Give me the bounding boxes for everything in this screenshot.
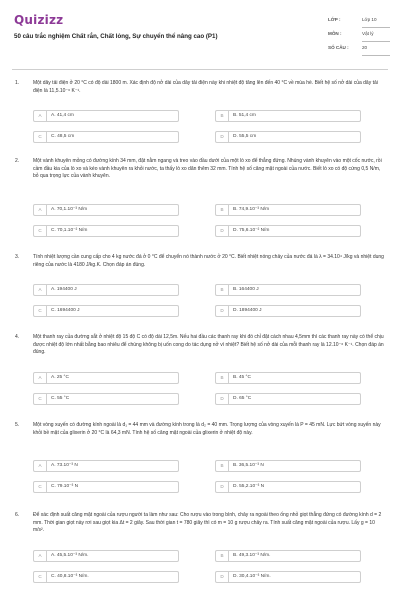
option-letter: C bbox=[34, 306, 47, 317]
option-letter: C bbox=[34, 572, 47, 583]
option-text: A. 70,1.10⁻³ N/m bbox=[51, 207, 88, 212]
option-letter: D bbox=[216, 132, 229, 143]
option-text: C. 1694400 J bbox=[51, 308, 80, 313]
worksheet-header bbox=[0, 0, 400, 66]
option-text: C. 40,8.10⁻³ N/m. bbox=[51, 574, 89, 579]
option-text: B. 49,3.10⁻³ N/m. bbox=[233, 553, 271, 558]
subject-label: MÔN : bbox=[328, 31, 342, 36]
option-letter: B bbox=[216, 205, 229, 216]
option-letter: A bbox=[34, 373, 47, 384]
option-text: B. 45 °C bbox=[233, 375, 251, 380]
class-value: Lớp 10 bbox=[362, 14, 390, 28]
option-text: D. 30,4.10⁻³ N/m. bbox=[233, 574, 271, 579]
subject-value: Vật lý bbox=[362, 28, 390, 42]
option-text: D. 75,6.10⁻² N/m bbox=[233, 228, 270, 233]
option-text: A. 41,4 cm bbox=[51, 113, 74, 118]
option-a[interactable] bbox=[33, 460, 179, 472]
option-letter: D bbox=[216, 572, 229, 583]
option-letter: C bbox=[34, 226, 47, 237]
question-text: Một vành khuyên mỏng có đường kính 34 mm, đặt nằm ngang và treo vào đầu dưới của một lò xo để thẳng đứng. Nhúng vành khuyên vào một cốc nước, rồi cầm đầu kia của lò xo và kéo vành khuyên ra khỏi nước, ta thấy lò xo dãn thêm 32 mm. Tính hệ số căng mặt ngoài của nước. Biết lò xo có độ cứng 0,5 N/m, bỏ qua trọng lực của vành khuyên. bbox=[33, 158, 382, 180]
option-letter: A bbox=[34, 205, 47, 216]
option-a[interactable] bbox=[33, 550, 179, 562]
option-text: A. 194400 J bbox=[51, 287, 77, 292]
question-text: Tính nhiệt lượng cần cung cấp cho 4 kg nước đá ở 0 °C để chuyển nó thành nước ở 20 °C. Biết nhiệt nóng chảy của nước đá là λ = 34.10⁴ J/kg và nhiệt dung riêng của nước là 4180 J/kg.K. Chọn đáp án đúng. bbox=[33, 254, 384, 268]
question-number: 4. bbox=[15, 334, 20, 340]
option-letter: B bbox=[216, 285, 229, 296]
option-a[interactable] bbox=[33, 372, 179, 384]
option-b[interactable] bbox=[215, 460, 361, 472]
option-letter: A bbox=[34, 111, 47, 122]
option-letter: A bbox=[34, 461, 47, 472]
option-letter: A bbox=[34, 285, 47, 296]
option-text: B. 36,5.10⁻³ N bbox=[233, 463, 264, 468]
option-text: B. 51,4 cm bbox=[233, 113, 256, 118]
option-text: C. 55 °C bbox=[51, 396, 70, 401]
option-text: A. 25 °C bbox=[51, 375, 69, 380]
option-c[interactable] bbox=[33, 225, 179, 237]
option-text: C. 70,1.10⁻² N/m bbox=[51, 228, 88, 233]
option-c[interactable] bbox=[33, 131, 179, 143]
option-letter: C bbox=[34, 394, 47, 405]
option-text: A. 73.10⁻³ N bbox=[51, 463, 78, 468]
class-row bbox=[328, 14, 392, 28]
option-c[interactable] bbox=[33, 305, 179, 317]
option-letter: B bbox=[216, 551, 229, 562]
option-letter: C bbox=[34, 132, 47, 143]
option-letter: B bbox=[216, 461, 229, 472]
question-text: Một dây tải điện ở 20 °C có độ dài 1800 m. Xác định độ nở dài của dây tải điện này khi nhiệt độ tăng lên đến 40 °C về mùa hè. Biết hệ số nở dài của dây tải điện là 11,5.10⁻⁶ K⁻¹. bbox=[33, 80, 378, 94]
option-b[interactable] bbox=[215, 550, 361, 562]
subject-row bbox=[328, 28, 392, 42]
option-text: C. 79.10⁻³ N bbox=[51, 484, 79, 489]
question-text: Một vòng xuyến có đường kính ngoài là d₁ = 44 mm và đường kính trong là d₂ = 40 mm. Trọng lượng của vòng xuyến là P = 45 mN. Lực bứt vòng xuyến này khỏi bề mặt của glixerin ở 20 °C là 64,3 mN. Tính hệ số căng mặt ngoài của glixerin ở nhiệt độ này. bbox=[33, 422, 381, 436]
option-letter: D bbox=[216, 306, 229, 317]
option-text: D. 1894400 J bbox=[233, 308, 262, 313]
option-text: D. 55,5 cm bbox=[233, 134, 257, 139]
option-letter: D bbox=[216, 482, 229, 493]
question-text: Một thanh ray của đường sắt ở nhiệt độ 15 độ C có độ dài 12,5m. Nếu hai đầu các thanh ray khi đó chỉ đặt cách nhau 4,5mm thì các thanh ray này có thể chịu được nhiệt độ lớn nhất bằng bao nhiêu để chúng không bị uốn cong do tác dụng nở vì nhiệt? Biết hệ số nở dài của mỗi thanh ray là 12.10⁻⁶ K⁻¹. Chọn đáp án đúng. bbox=[33, 334, 384, 356]
class-label: LỚP : bbox=[328, 17, 341, 22]
question-number: 3. bbox=[15, 254, 20, 260]
worksheet-meta bbox=[328, 14, 392, 56]
option-d[interactable] bbox=[215, 131, 361, 143]
option-d[interactable] bbox=[215, 481, 361, 493]
option-d[interactable] bbox=[215, 393, 361, 405]
option-letter: A bbox=[34, 551, 47, 562]
option-c[interactable] bbox=[33, 481, 179, 493]
count-label: SỐ CÂU : bbox=[328, 45, 349, 50]
count-value: 20 bbox=[362, 42, 390, 56]
header-divider bbox=[12, 69, 388, 70]
option-c[interactable] bbox=[33, 571, 179, 583]
option-letter: B bbox=[216, 373, 229, 384]
option-b[interactable] bbox=[215, 204, 361, 216]
question-number: 6. bbox=[15, 512, 20, 518]
option-letter: D bbox=[216, 394, 229, 405]
option-text: B. 164400 J bbox=[233, 287, 259, 292]
option-a[interactable] bbox=[33, 204, 179, 216]
count-row bbox=[328, 42, 392, 56]
question-number: 5. bbox=[15, 422, 20, 428]
option-d[interactable] bbox=[215, 225, 361, 237]
question-number: 2. bbox=[15, 158, 20, 164]
option-a[interactable] bbox=[33, 284, 179, 296]
option-letter: C bbox=[34, 482, 47, 493]
option-letter: B bbox=[216, 111, 229, 122]
option-b[interactable] bbox=[215, 110, 361, 122]
option-c[interactable] bbox=[33, 393, 179, 405]
worksheet-title: 50 câu trắc nghiệm Chất rắn, Chất lỏng, Sự chuyển thể nâng cao (P1) bbox=[14, 33, 218, 40]
option-text: D. 65 °C bbox=[233, 396, 252, 401]
quizizz-logo: Quizizz bbox=[14, 13, 64, 27]
option-text: C. 48,5 cm bbox=[51, 134, 75, 139]
option-text: D. 55,2.10⁻³ N bbox=[233, 484, 265, 489]
option-d[interactable] bbox=[215, 305, 361, 317]
option-b[interactable] bbox=[215, 284, 361, 296]
option-a[interactable] bbox=[33, 110, 179, 122]
option-text: B. 74,9.10⁻³ N/m bbox=[233, 207, 270, 212]
option-text: A. 45,5.10⁻³ N/m. bbox=[51, 553, 89, 558]
question-text: Để xác định suất căng mặt ngoài của rượu người ta làm như sau: Cho rượu vào trong bình, chảy ra ngoài theo ống nhỏ giọt thẳng đứng có đường kính d = 2 mm. Thời gian giọt này rơi sau giọt kia Δt = 2 giây. Sau thời gian t = 780 giây thì có m = 10 g rượu chảy ra. Tính suất căng mặt ngoài của rượu. Lấy g = 10 m/s². bbox=[33, 512, 382, 534]
question-number: 1. bbox=[15, 80, 20, 86]
option-b[interactable] bbox=[215, 372, 361, 384]
option-d[interactable] bbox=[215, 571, 361, 583]
option-letter: D bbox=[216, 226, 229, 237]
